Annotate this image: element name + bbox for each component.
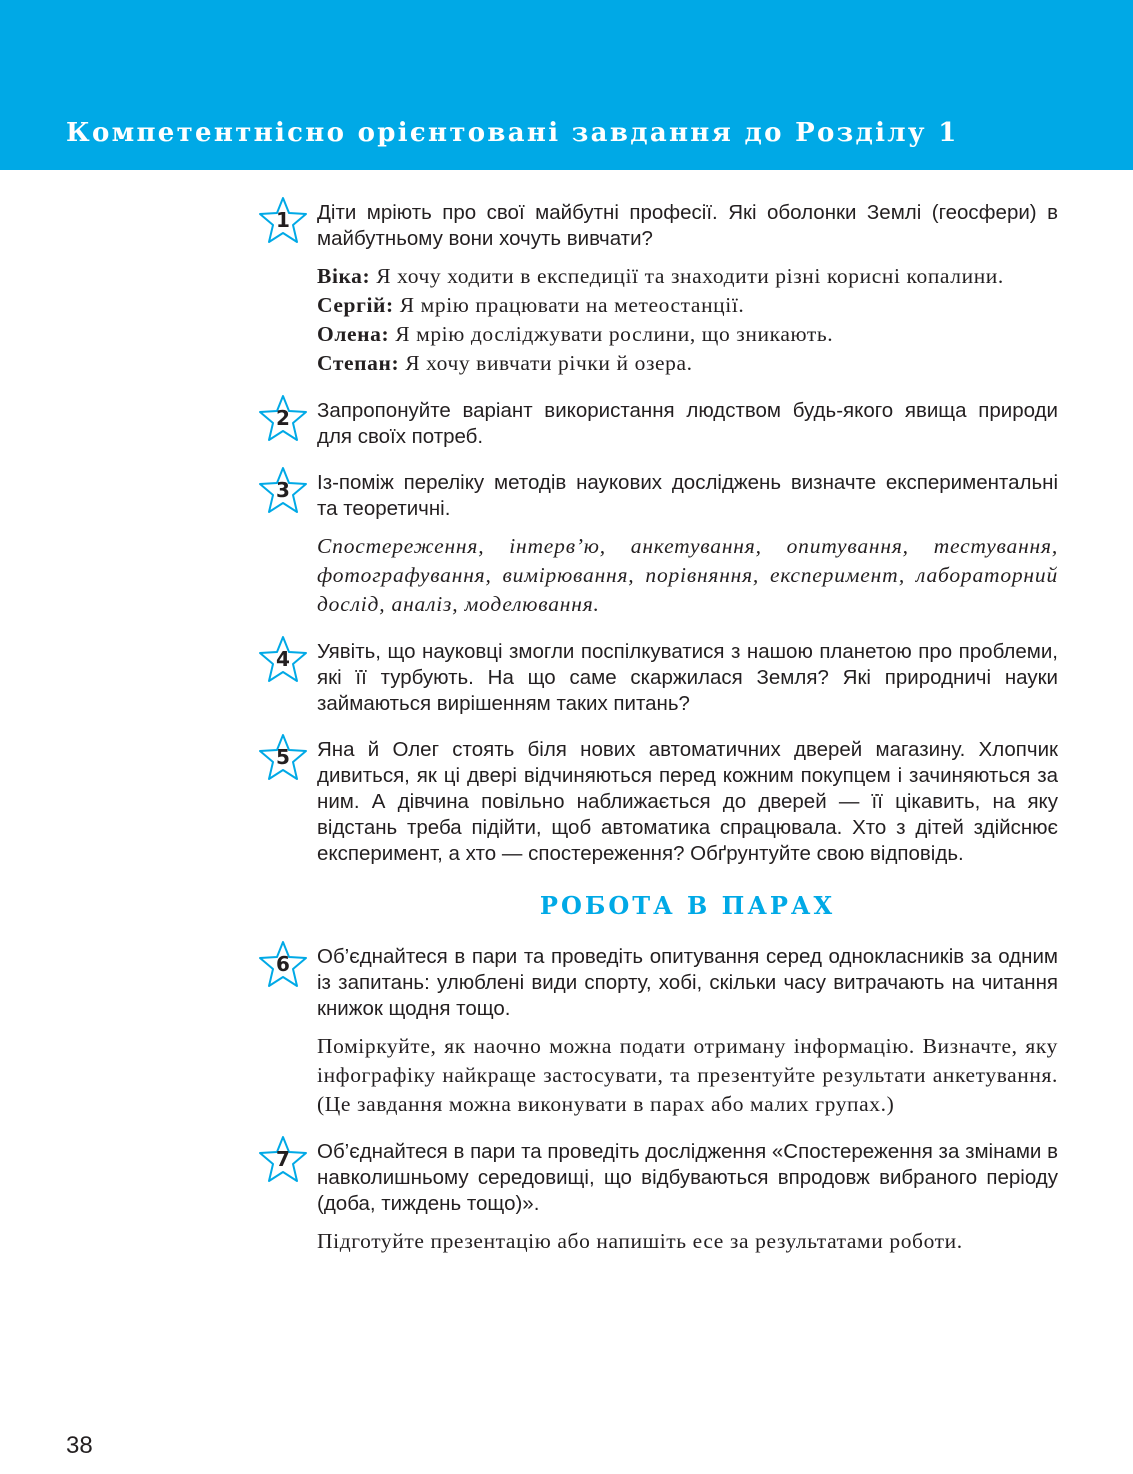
methods-list: Спостереження, інтерв’ю, анкетування, опитування, тестування, фотографування, вимірювання, порівняння, експеримент, лабораторний дослід, аналіз, моделювання. [317,534,1058,616]
task-number: 5 [276,745,290,769]
task-4 [258,639,1058,717]
task-question: Діти мріють про свої майбутні професії. Які оболонки Землі (геосфери) в майбутньому вони хочуть вивчати? [317,201,1058,250]
page-number: 38 [66,1432,93,1459]
star-outline-icon [258,394,308,442]
tasks-content [258,200,1058,1256]
task-6 [258,944,1058,1119]
dialog-line [317,349,1058,378]
task-5 [258,737,1058,867]
task-question: Запропонуйте варіант використання людством будь-якого явища природи для своїх потреб. [317,399,1058,448]
task-number: 6 [276,952,290,976]
task-question: Об’єднайтеся в пари та проведіть опитування серед однокласників за одним із запитань: улюблені види спорту, хобі, скільки часу витрачають на читання книжок щодня тощо. [317,945,1058,1020]
chapter-header-bar [0,0,1133,170]
speaker-text: Я мрію досліджувати рослини, що зникають. [389,322,834,346]
star-outline-icon [258,635,308,683]
speaker-name: Віка: [317,264,371,288]
task-number: 1 [276,208,290,232]
speaker-text: Я хочу ходити в експедиції та знаходити різні корисні копалини. [370,264,1004,288]
chapter-header-title: Компетентнісно орієнтовані завдання до Розділу 1 [66,118,959,148]
task-question: Яна й Олег стоять біля нових автоматичних дверей магазину. Хлопчик дивиться, як ці двері відчиняються перед кожним покупцем і зачиняються за ним. А дівчина повільно наближається до дверей — її цікавить, на яку відстань треба підійти, щоб автоматика спрацювала. Хто з дітей здійснює експеримент, а хто — спостереження? Обґрунтуйте свою відповідь. [317,738,1058,865]
task-7 [258,1139,1058,1256]
task-number: 4 [276,647,290,671]
task-number: 3 [276,478,290,502]
star-outline-icon [258,466,308,514]
task-number: 2 [276,406,290,430]
star-outline-icon [258,1135,308,1183]
dialog-line [317,320,1058,349]
speaker-text: Я мрію працювати на метеостанції. [393,293,745,317]
task-note: Підготуйте презентацію або напишіть есе за результатами роботи. [317,1229,963,1253]
task-question: Об’єднайтеся в пари та проведіть дослідження «Спостереження за змінами в навколишньому середовищі, що відбуваються впродовж вибраного періоду (доба, тиждень тощо)». [317,1140,1058,1215]
task-question: Уявіть, що науковці змогли поспілкуватися з нашою планетою про проблеми, які її турбують. На що саме скаржилася Земля? Які природничі науки займаються вирішенням таких питань? [317,640,1058,715]
task-note: Поміркуйте, як наочно можна подати отриману інформацію. Визначте, яку інфографіку найкраще застосувати, та презентуйте результати анкетування. (Це завдання можна виконувати в парах або малих групах.) [317,1034,1058,1116]
dialog-line [317,262,1058,291]
speaker-name: Степан: [317,351,400,375]
star-outline-icon [258,940,308,988]
star-outline-icon [258,733,308,781]
speaker-text: Я хочу вивчати річки й озера. [399,351,693,375]
task-3 [258,470,1058,619]
task-dialog [317,262,1058,378]
task-2 [258,398,1058,450]
task-number: 7 [276,1147,290,1171]
speaker-name: Сергій: [317,293,394,317]
speaker-name: Олена: [317,322,390,346]
star-outline-icon [258,196,308,244]
section-title: РОБОТА В ПАРАХ [539,891,836,920]
task-1 [258,200,1058,378]
dialog-line [317,291,1058,320]
task-question: Із-поміж переліку методів наукових досліджень визначте експериментальні та теоретичні. [317,471,1058,520]
